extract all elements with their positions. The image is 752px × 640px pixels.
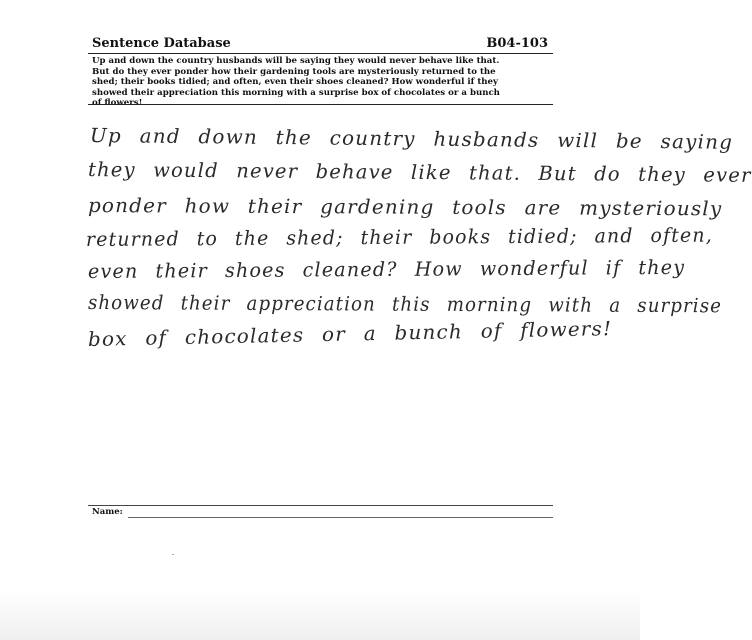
handwritten-line: even their shoes cleaned? How wonderful if they: [87, 255, 686, 283]
printed-line: shed; their books tidied; and often, even their shoes cleaned? How wonderful if they: [92, 77, 499, 88]
handwritten-line: they would never behave like that. But do they ever: [87, 158, 752, 187]
handwritten-line: ponder how their gardening tools are mysteriously: [87, 194, 723, 221]
printed-line: Up and down the country husbands will be saying they would never behave like that.: [92, 56, 500, 66]
handwritten-line: Up and down the country husbands will be saying: [89, 124, 734, 154]
printed-line: showed their appreciation this morning with a surprise box of chocolates or a bunch: [92, 87, 500, 98]
form-title: Sentence Database: [92, 36, 231, 51]
handwritten-line: showed their appreciation this morning with a surprise: [87, 291, 723, 318]
name-field[interactable]: [128, 517, 553, 518]
handwritten-line: returned to the shed; their books tidied; and often,: [85, 223, 713, 251]
printed-line: But do they ever ponder how their gardening tools are mysteriously returned to the: [92, 66, 496, 77]
form-id: B04-103: [486, 36, 548, 51]
scan-speck: [172, 554, 174, 555]
name-label: Name:: [92, 507, 123, 517]
handwritten-line: box of chocolates or a bunch of flowers!: [87, 317, 613, 351]
signature-rule: [88, 505, 553, 506]
